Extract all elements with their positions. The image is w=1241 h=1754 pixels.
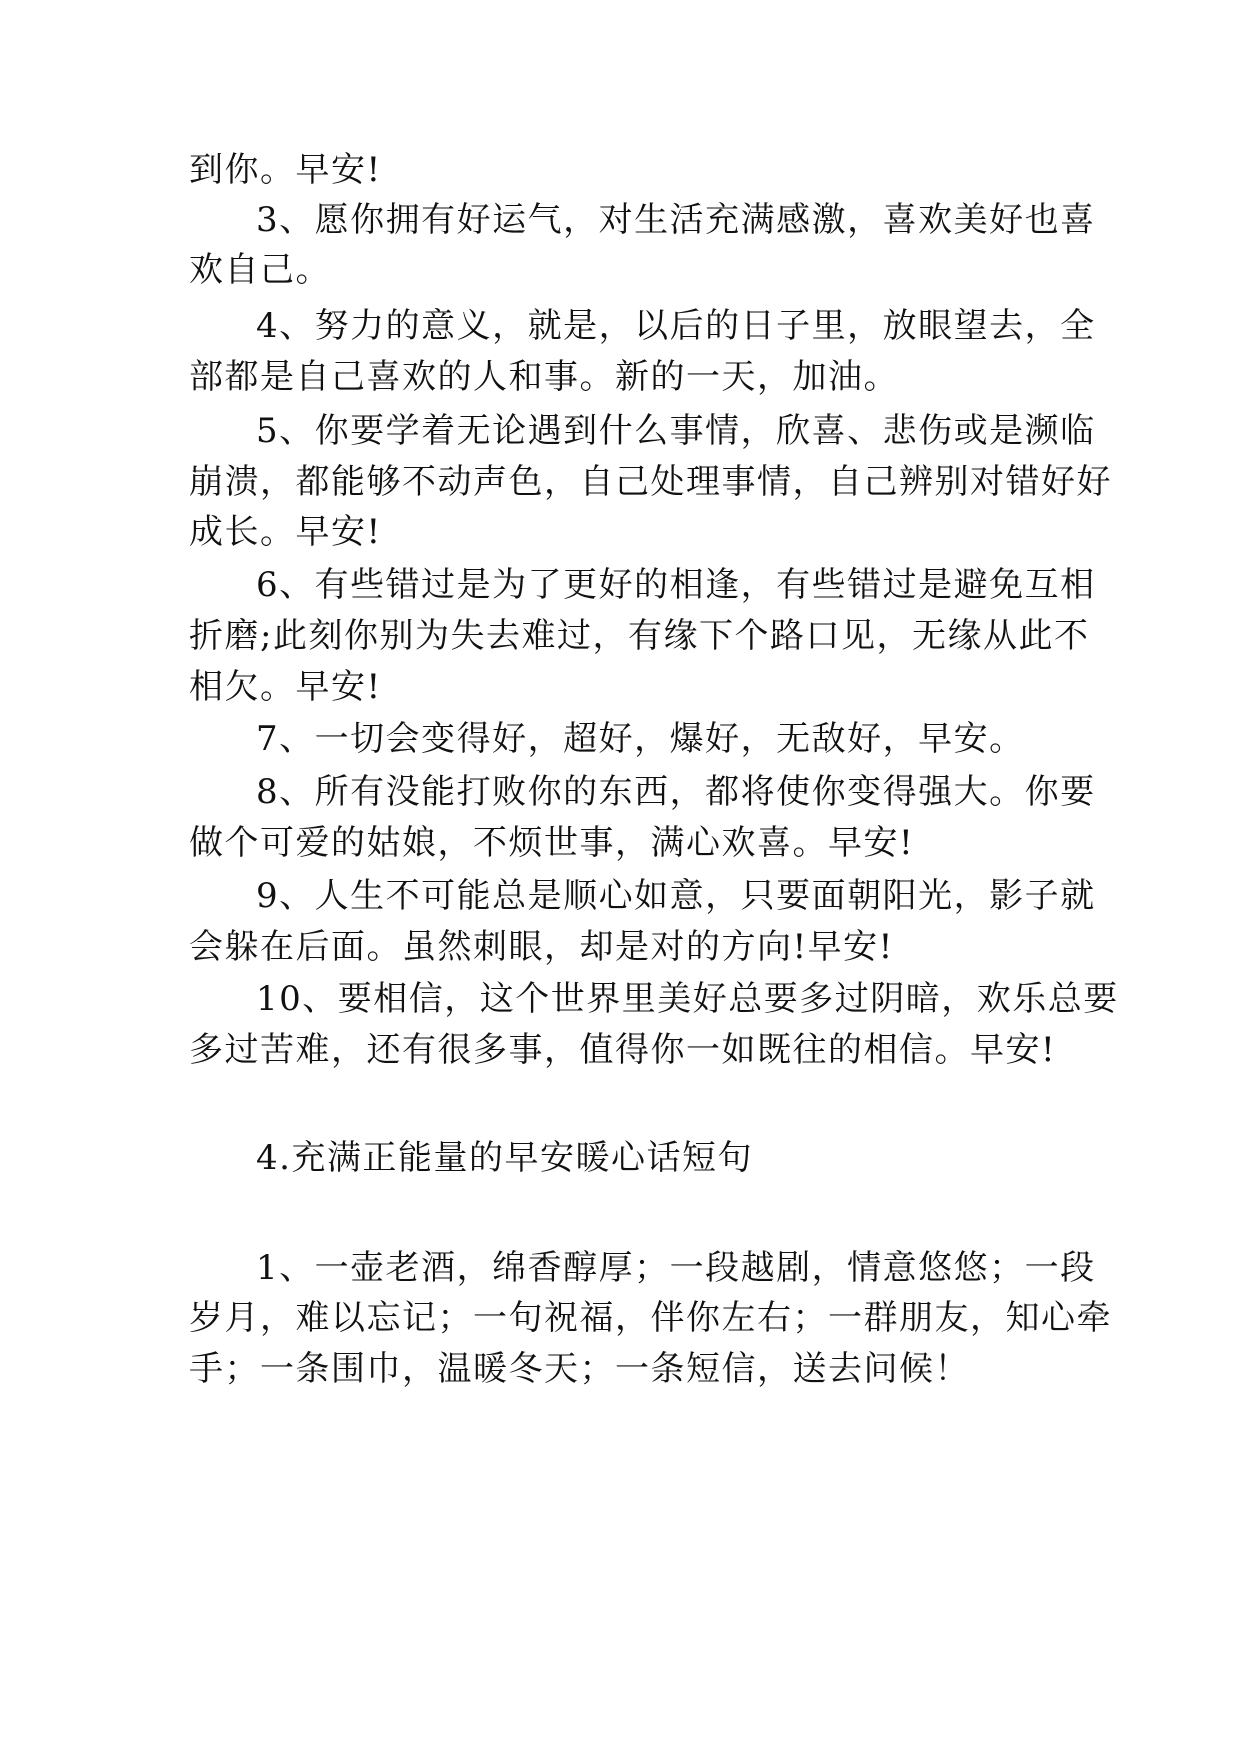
list-item-9-line-1: 9、人生不可能总是顺心如意，只要面朝阳光，影子就 [256, 876, 1096, 916]
list-item-3-line-2: 欢自己。 [189, 250, 331, 290]
list-item-7-line-1: 7、一切会变得好，超好，爆好，无敌好，早安。 [256, 719, 1025, 759]
list-item-10-line-1: 10、要相信，这个世界里美好总要多过阴暗，欢乐总要 [256, 979, 1119, 1019]
list-item-5-line-3: 成长。早安! [189, 512, 382, 552]
section-item-1-line-1: 1、一壶老酒，绵香醇厚；一段越剧，情意悠悠；一段 [256, 1248, 1096, 1288]
list-item-10-line-2: 多过苦难，还有很多事，值得你一如既往的相信。早安! [189, 1030, 1057, 1070]
list-item-5-line-2: 崩溃，都能够不动声色，自己处理事情，自己辨别对错好好 [189, 462, 1112, 502]
list-item-3-line-1: 3、愿你拥有好运气，对生活充满感激，喜欢美好也喜 [256, 200, 1096, 240]
section-item-1-line-2: 岁月，难以忘记；一句祝福，伴你左右；一群朋友，知心牵 [189, 1298, 1112, 1338]
list-item-9-line-2: 会躲在后面。虽然刺眼，却是对的方向!早安! [189, 927, 894, 967]
list-item-6-line-2: 折磨;此刻你别为失去难过，有缘下个路口见，无缘从此不 [189, 616, 1090, 656]
list-item-6-line-1: 6、有些错过是为了更好的相逢，有些错过是避免互相 [256, 565, 1096, 605]
list-item-8-line-2: 做个可爱的姑娘，不烦世事，满心欢喜。早安! [189, 823, 915, 863]
list-item-5-line-1: 5、你要学着无论遇到什么事情，欣喜、悲伤或是濒临 [256, 411, 1096, 451]
list-item-4-line-2: 部都是自己喜欢的人和事。新的一天，加油。 [189, 357, 899, 397]
text-line: 到你。早安! [189, 150, 382, 190]
list-item-8-line-1: 8、所有没能打败你的东西，都将使你变得强大。你要 [256, 772, 1096, 812]
list-item-4-line-1: 4、努力的意义，就是，以后的日子里，放眼望去，全 [256, 306, 1096, 346]
section-item-1-line-3: 手；一条围巾，温暖冬天；一条短信，送去问候！ [189, 1349, 970, 1389]
section-heading: 4.充满正能量的早安暖心话短句 [256, 1138, 753, 1178]
list-item-6-line-3: 相欠。早安! [189, 667, 382, 707]
